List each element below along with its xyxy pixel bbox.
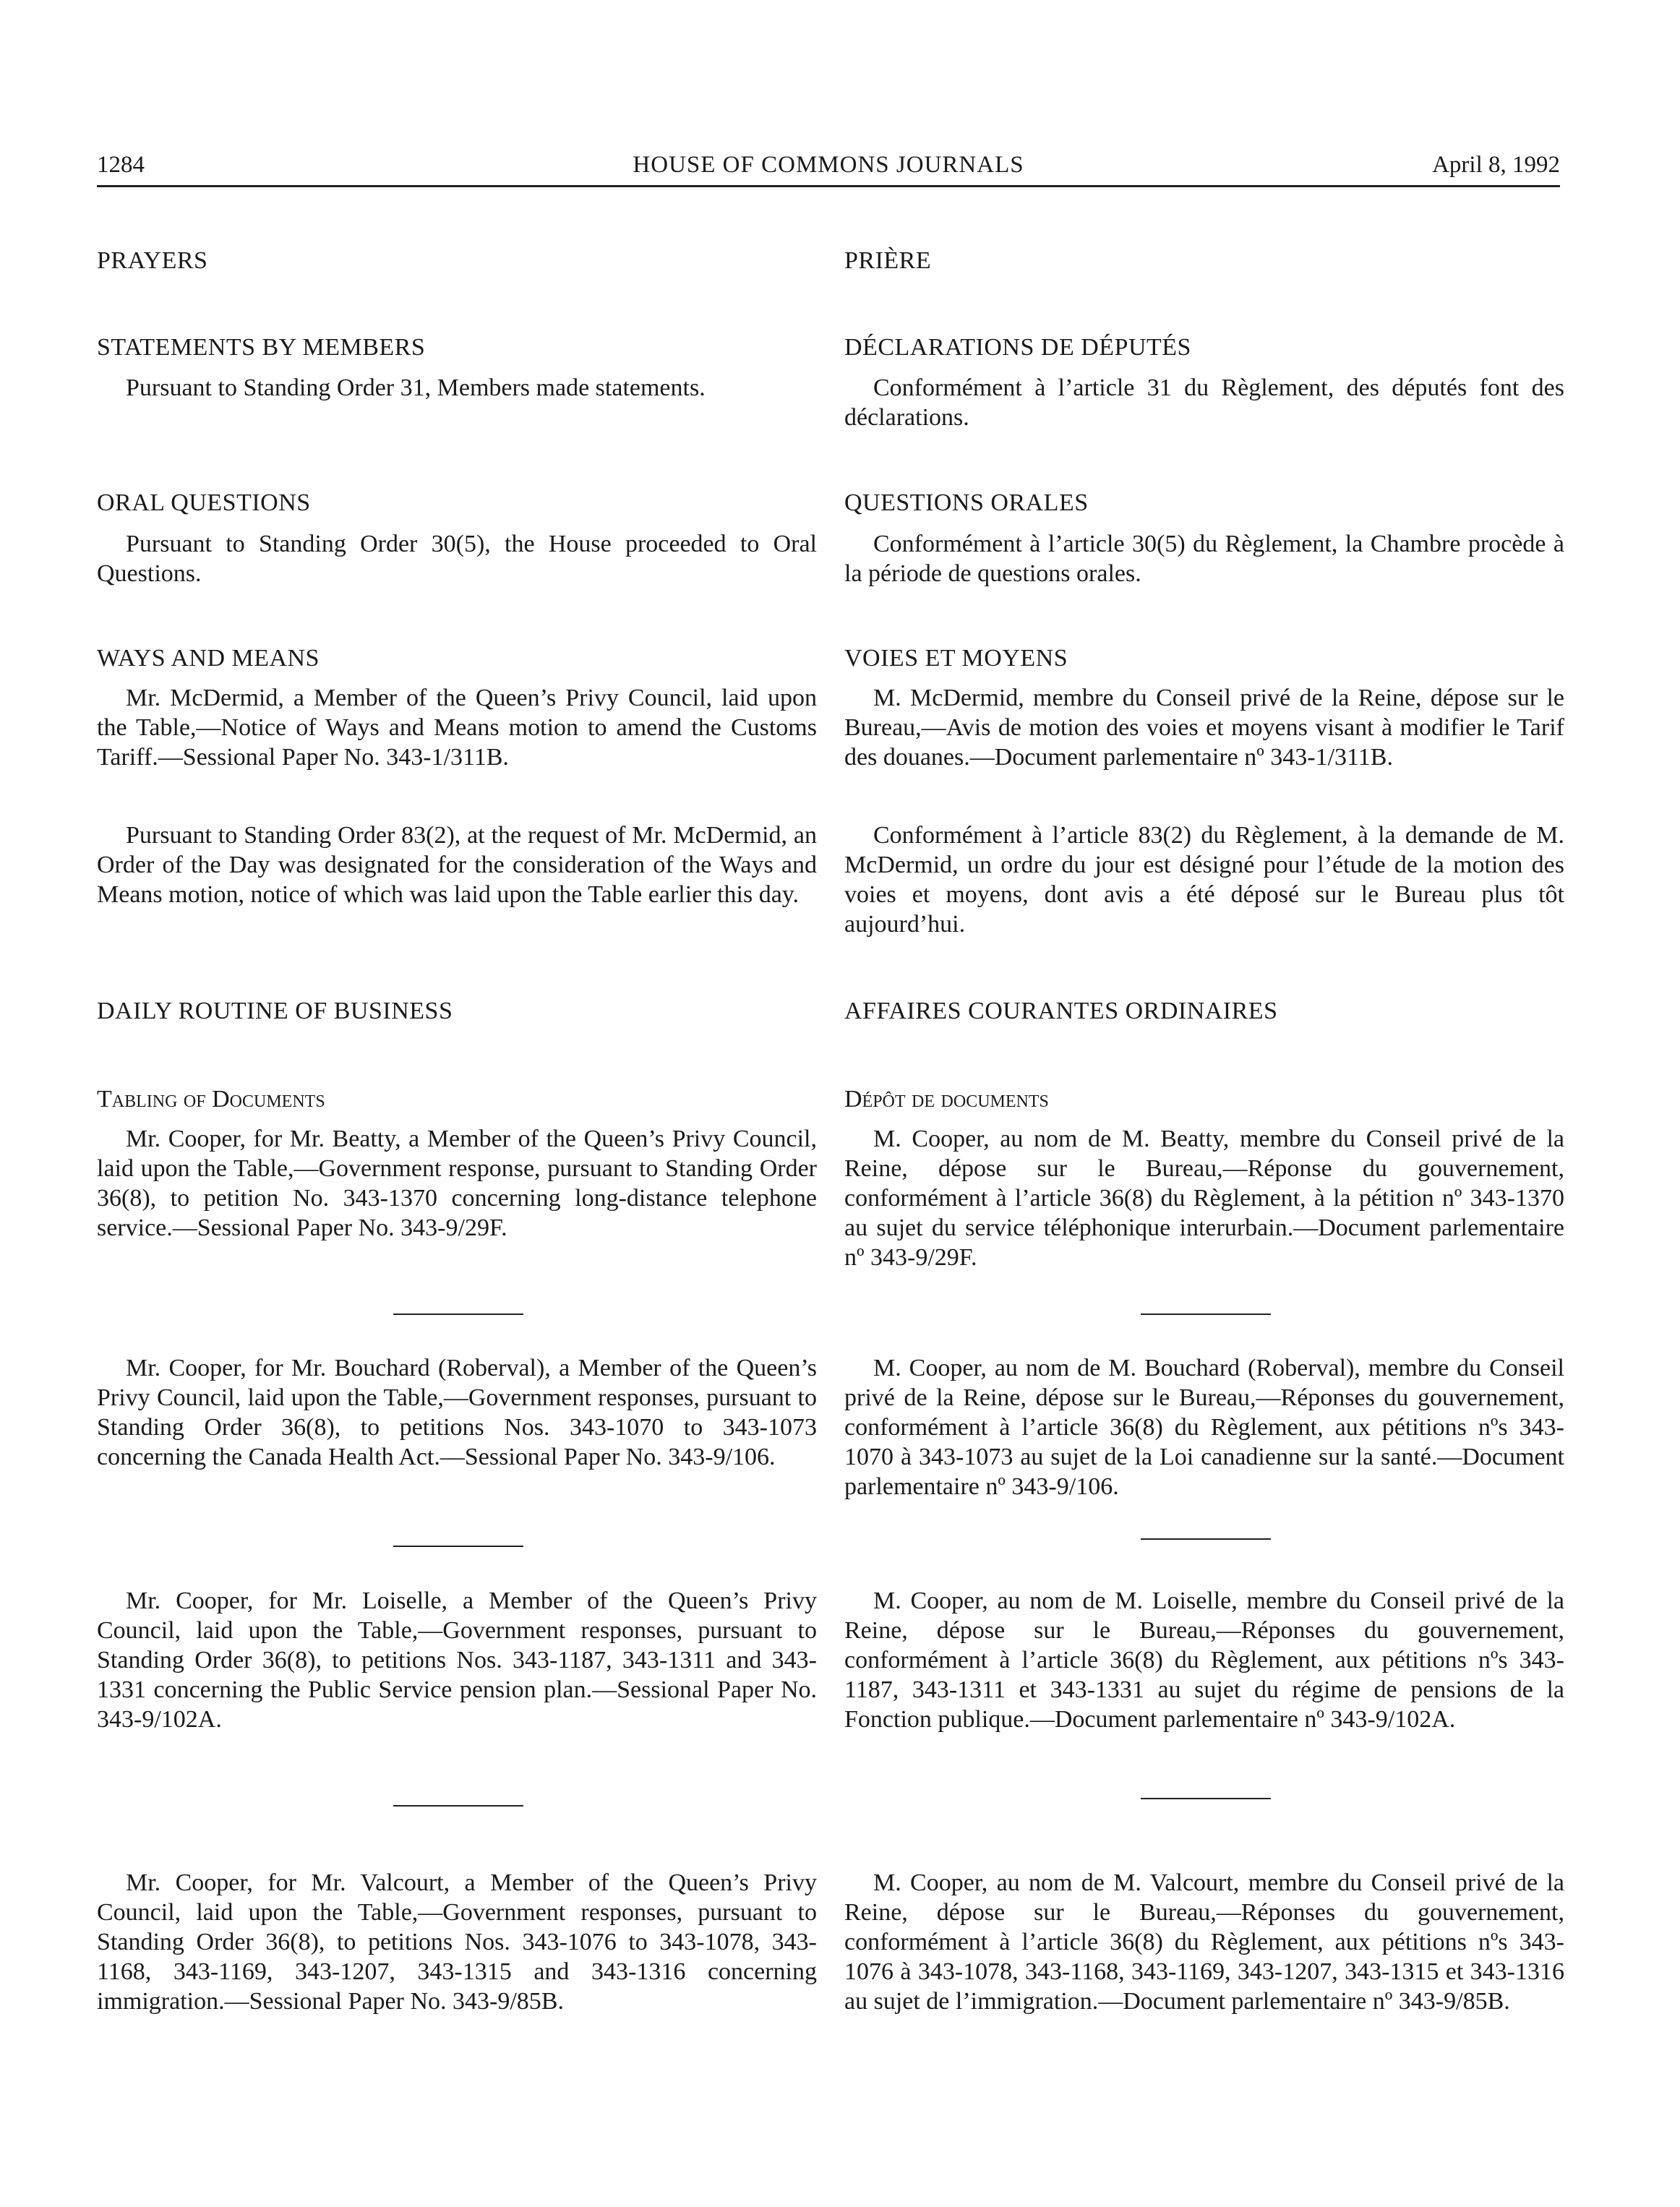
depot-item-4: M. Cooper, au nom de M. Valcourt, membre du Conseil privé de la Reine, dépose sur le Bureau,—Réponses du gouvernement, conformément à l’article 36(8) du Règlement, aux pétitions nºs 343-1076 à 343-1078, 343-1168, 343-1169, 343-1207, 343-1315 et 343-1316 au sujet de l’immigration.—Document parlementaire nº 343-9/85B. [844,1869,1564,2015]
oral-questions-text: Pursuant to Standing Order 30(5), the House proceeded to Oral Questions. [97,531,817,587]
statements-text: Pursuant to Standing Order 31, Members made statements. [126,374,706,401]
separator-rule [393,1546,523,1547]
page-header [97,147,1560,187]
prayers-heading: PRAYERS [97,247,208,274]
tabling-heading: Tabling of Documents [97,1086,325,1113]
depot-item-2: M. Cooper, au nom de M. Bouchard (Roberval), membre du Conseil privé de la Reine, dépose sur le Bureau,—Réponses du gouvernement, conformément à l’article 36(8) du Règlement, aux pétitions nºs 343-1070 à 343-1073 au sujet de la Loi canadienne sur la santé.—Document parlementaire nº 343-9/106. [844,1355,1564,1500]
tabling-item-1: Mr. Cooper, for Mr. Beatty, a Member of the Queen’s Privy Council, laid upon the Table,—Government response, pursuant to Standing Order 36(8), to petition No. 343-1370 concerning long-distance telephone service.—Sessional Paper No. 343-9/29F. [97,1126,817,1241]
ways-means-heading: WAYS AND MEANS [97,645,320,672]
separator-rule [1141,1538,1271,1540]
voies-moyens-text-1: M. McDermid, membre du Conseil privé de la Reine, dépose sur le Bureau,—Avis de motion des voies et moyens visant à modifier le Tarif des douanes.—Document parlementaire nº 343-1/311B. [844,685,1564,771]
questions-orales-heading: QUESTIONS ORALES [844,489,1089,516]
depot-item-1: M. Cooper, au nom de M. Beatty, membre du Conseil privé de la Reine, dépose sur le Bureau,—Réponse du gouvernement, conformément à l’article 36(8) du Règlement, à la pétition nº 343-1370 au sujet du service téléphonique interurbain.—Document parlementaire nº 343-9/29F. [844,1126,1564,1271]
ways-means-text-1: Mr. McDermid, a Member of the Queen’s Privy Council, laid upon the Table,—Notice of Ways and Means motion to amend the Customs Tariff.—Sessional Paper No. 343-1/311B. [97,685,817,771]
declarations-heading: DÉCLARATIONS DE DÉPUTÉS [844,334,1191,361]
oral-questions-heading: ORAL QUESTIONS [97,489,311,516]
tabling-item-4: Mr. Cooper, for Mr. Valcourt, a Member of the Queen’s Privy Council, laid upon the Table,—Government responses, pursuant to Standing Order 36(8), to petitions Nos. 343-1076 to 343-1078, 343-1168, 343-1169, 343-1207, 343-1315 and 343-1316 concerning immigration.—Sessional Paper No. 343-9/85B. [97,1869,817,2015]
separator-rule [393,1805,523,1807]
voies-moyens-heading: VOIES ET MOYENS [844,645,1068,672]
depot-item-3: M. Cooper, au nom de M. Loiselle, membre du Conseil privé de la Reine, dépose sur le Bureau,—Réponses du gouvernement, conformément à l’article 36(8) du Règlement, aux pétitions nºs 343-1187, 343-1311 et 343-1331 au sujet du régime de pensions de la Fonction publique.—Document parlementaire nº 343-9/102A. [844,1587,1564,1733]
daily-routine-heading: DAILY ROUTINE OF BUSINESS [97,998,453,1024]
separator-rule [1141,1798,1271,1799]
questions-orales-text: Conformément à l’article 30(5) du Règlement, la Chambre procède à la période de questions orales. [844,531,1564,587]
declarations-text: Conformément à l’article 31 du Règlement, des députés font des déclarations. [844,374,1564,431]
separator-rule [1141,1314,1271,1315]
journal-title: HOUSE OF COMMONS JOURNALS [633,152,1024,178]
depot-heading: Dépôt de documents [844,1086,1049,1113]
priere-heading: PRIÈRE [844,247,932,274]
affaires-courantes-heading: AFFAIRES COURANTES ORDINAIRES [844,998,1278,1024]
statements-heading: STATEMENTS BY MEMBERS [97,334,426,361]
journal-date: April 8, 1992 [1432,152,1560,178]
ways-means-text-2: Pursuant to Standing Order 83(2), at the request of Mr. McDermid, an Order of the Day was designated for the consideration of the Ways and Means motion, notice of which was laid upon the Table earlier this day. [97,822,817,908]
tabling-item-3: Mr. Cooper, for Mr. Loiselle, a Member of the Queen’s Privy Council, laid upon the Table,—Government responses, pursuant to Standing Order 36(8), to petitions Nos. 343-1187, 343-1311 and 343-1331 concerning the Public Service pension plan.—Sessional Paper No. 343-9/102A. [97,1587,817,1733]
tabling-item-2: Mr. Cooper, for Mr. Bouchard (Roberval), a Member of the Queen’s Privy Council, laid upon the Table,—Government responses, pursuant to Standing Order 36(8), to petitions Nos. 343-1070 to 343-1073 concerning the Canada Health Act.—Sessional Paper No. 343-9/106. [97,1355,817,1470]
voies-moyens-text-2: Conformément à l’article 83(2) du Règlement, à la demande de M. McDermid, un ordre du jour est désigné pour l’étude de la motion des voies et moyens, dont avis a été déposé sur le Bureau plus tôt aujourd’hui. [844,822,1564,938]
separator-rule [393,1314,523,1315]
page-number: 1284 [97,152,145,178]
